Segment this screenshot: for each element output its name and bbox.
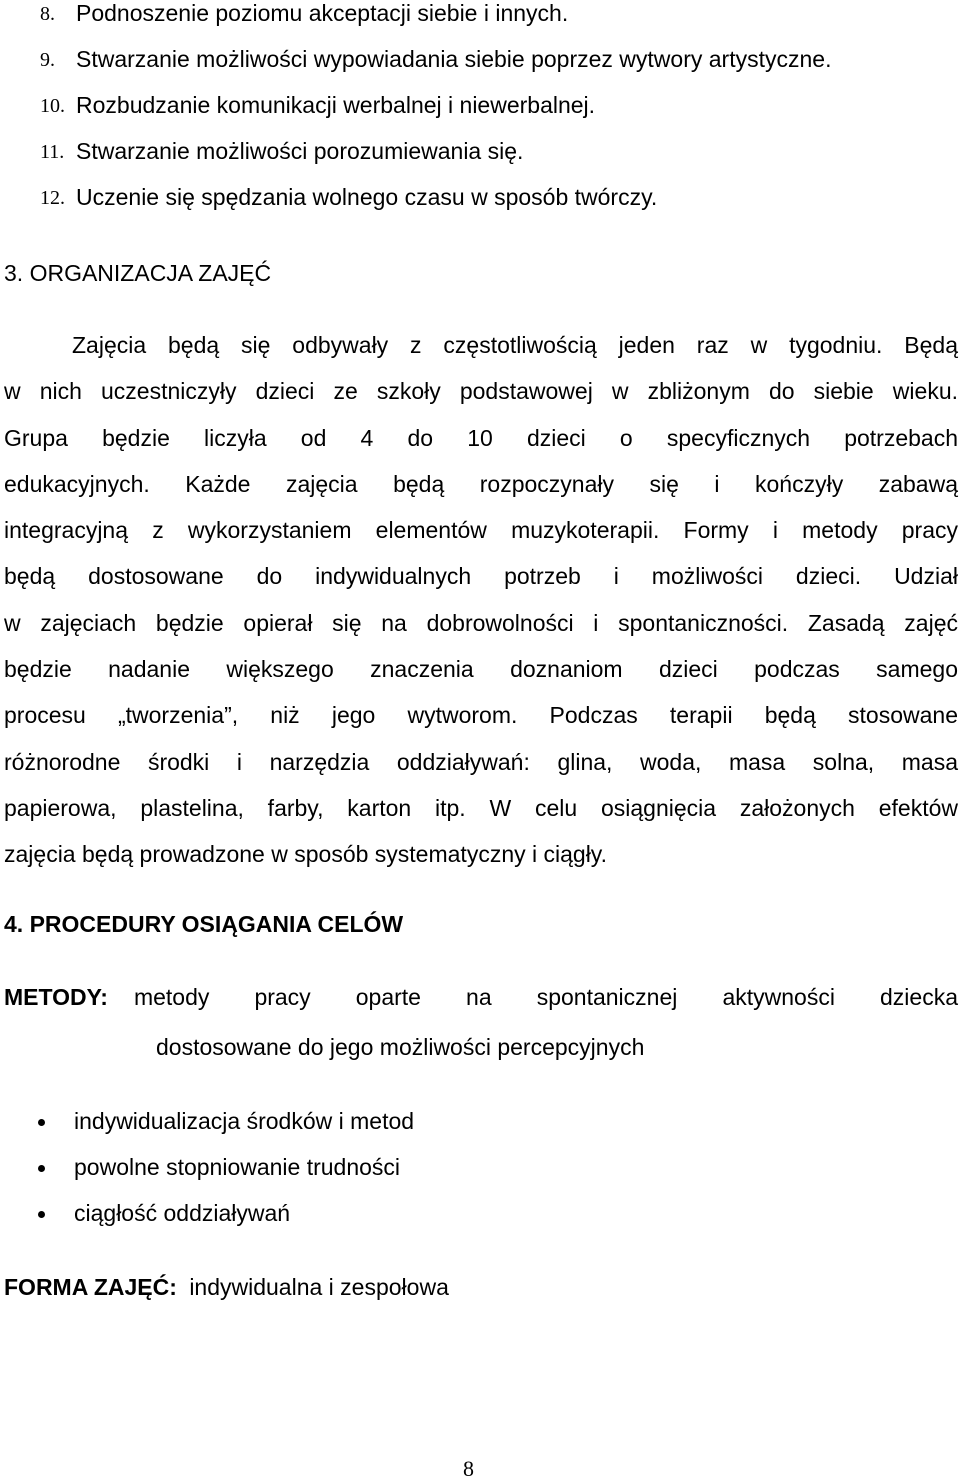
list-number: 8. [40,3,55,25]
paragraph-line: w nich uczestniczyły dzieci ze szkoły podstawowej w zbliżonym do siebie wieku. [4,378,958,405]
list-item: Uczenie się spędzania wolnego czasu w sposób twórczy. [76,184,658,210]
paragraph-line: integracyjną z wykorzystaniem elementów muzykoterapii. Formy i metody pracy [4,517,958,544]
paragraph-line: Zajęcia będą się odbywały z częstotliwością jeden raz w tygodniu. Będą [72,332,958,358]
metody-description-continued: dostosowane do jego możliwości percepcyjnych [156,1034,645,1060]
section3-paragraph [4,322,958,878]
forma-label: FORMA ZAJĘĆ: [4,1274,177,1300]
paragraph-line: w zajęciach będzie opierał się na dobrowolności i spontaniczności. Zasadą zajęć [4,609,958,636]
list-number: 11. [40,141,65,163]
paragraph-line: Grupa będzie liczyła od 4 do 10 dzieci o specyficznych potrzebach [4,424,958,451]
list-item: Stwarzanie możliwości wypowiadania siebie poprzez wytwory artystyczne. [76,46,832,72]
paragraph-line: papierowa, plastelina, farby, karton itp. W celu osiągnięcia założonych efektów [4,794,958,821]
forma-row [4,1274,449,1301]
list-item: Stwarzanie możliwości porozumiewania się. [76,138,524,164]
list-number: 9. [40,49,55,71]
bullet-icon [38,1165,45,1172]
bullet-item: ciągłość oddziaływań [74,1200,291,1226]
bullet-item: indywidualizacja środków i metod [74,1108,415,1134]
section-heading-organizacja: 3. ORGANIZACJA ZAJĘĆ [4,260,272,286]
section-heading-procedury: 4. PROCEDURY OSIĄGANIA CELÓW [4,911,404,937]
paragraph-line: będzie nadanie większego znaczenia doznaniom dzieci podczas samego [4,656,958,683]
paragraph-line: różnorodne środki i narzędzia oddziaływań: glina, woda, masa solna, masa [4,748,958,775]
metody-label: METODY: [4,984,108,1010]
paragraph-line: procesu „tworzenia”, niż jego wytworom. Podczas terapii będą stosowane [4,702,958,729]
paragraph-line: edukacyjnych. Każde zajęcia będą rozpoczynały się i kończyły zabawą [4,470,958,497]
page-number: 8 [463,1456,474,1481]
list-number: 10. [40,95,65,117]
paragraph-line: zajęcia będą prowadzone w sposób systematyczny i ciągły. [4,841,607,868]
list-item: Rozbudzanie komunikacji werbalnej i niewerbalnej. [76,92,596,118]
metody-row [4,984,958,1011]
bullet-icon [38,1119,45,1126]
forma-value: indywidualna i zespołowa [189,1274,449,1300]
list-number: 12. [40,187,65,209]
list-item: Podnoszenie poziomu akceptacji siebie i innych. [76,0,569,26]
bullet-icon [38,1211,45,1218]
bullet-item: powolne stopniowanie trudności [74,1154,401,1180]
paragraph-line: będą dostosowane do indywidualnych potrzeb i możliwości dzieci. Udział [4,563,958,590]
metody-description: metody pracy oparte na spontanicznej aktywności dziecka [133,984,958,1010]
